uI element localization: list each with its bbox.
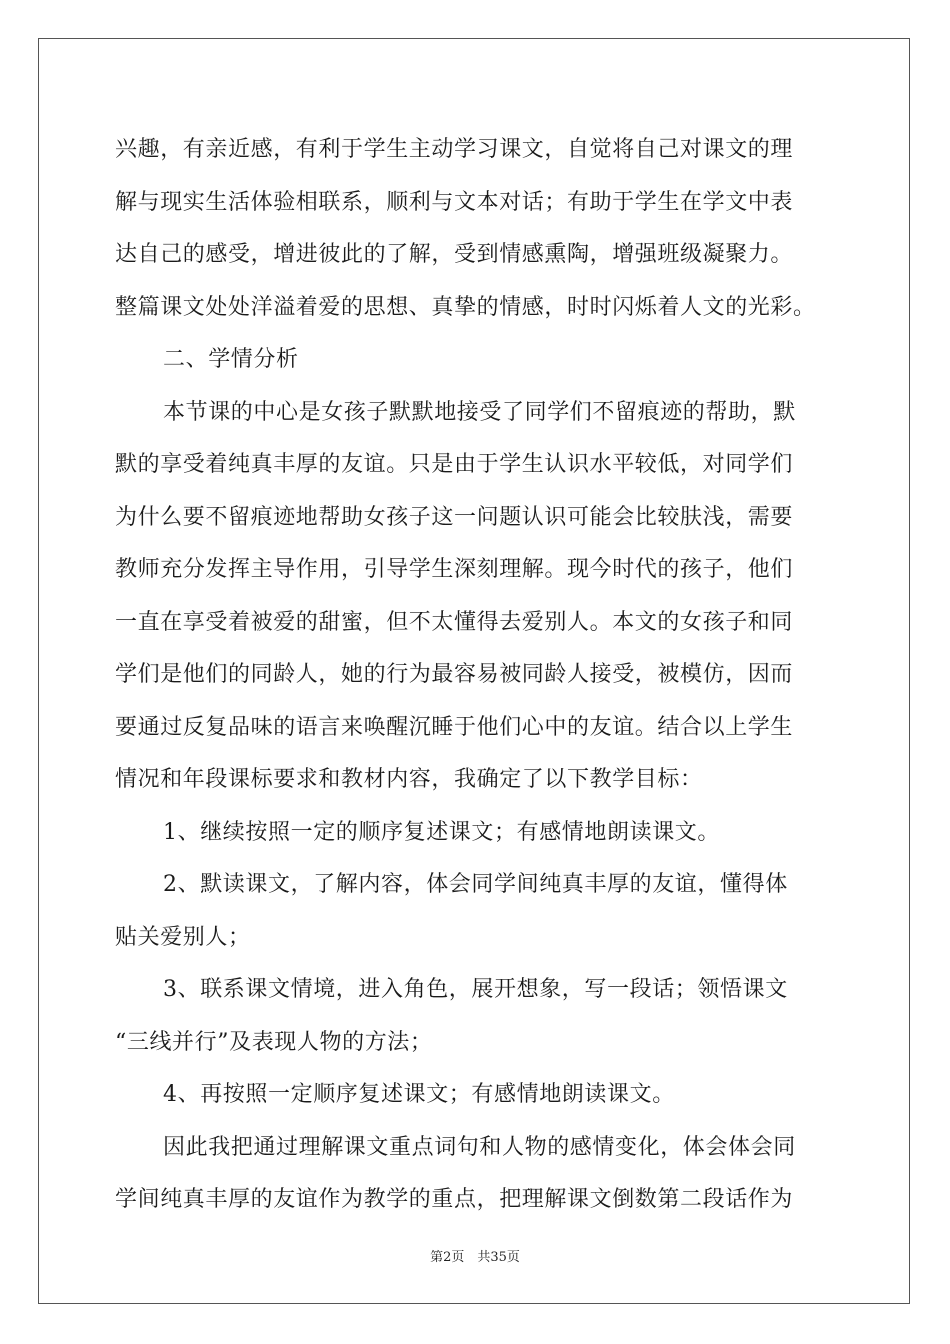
goal-item-2: 2、默读课文，了解内容，体会同学间纯真丰厚的友谊，懂得体 (163, 872, 788, 897)
text-line-7: 默的享受着纯真丰厚的友谊。只是由于学生认识水平较低，对同学们 (115, 452, 794, 477)
section-heading: 二、学情分析 (163, 347, 299, 372)
page-number: 第2页 共35页 (430, 1250, 520, 1265)
text-line-13: 情况和年段课标要求和教材内容，我确定了以下教学目标： (115, 767, 703, 792)
document-body (115, 128, 840, 1231)
text-line-2: 解与现实生活体验相联系，顺利与文本对话；有助于学生在学文中表 (115, 189, 794, 215)
goal-item-3: 3、联系课文情境，进入角色，展开想象，写一段话；领悟课文 (163, 977, 788, 1002)
text-line-21: 学间纯真丰厚的友谊作为教学的重点，把理解课文倒数第二段话作为 (115, 1187, 794, 1212)
text-line-20: 因此我把通过理解课文重点词句和人物的感情变化，体会体会同 (163, 1134, 796, 1160)
goal-item-2-cont: 贴关爱别人； (115, 924, 251, 950)
text-line-3: 达自己的感受，增进彼此的了解，受到情感熏陶，增强班级凝聚力。 (115, 242, 794, 267)
text-line-10: 一直在享受着被爱的甜蜜，但不太懂得去爱别人。本文的女孩子和同 (115, 609, 794, 635)
text-line-4: 整篇课文处处洋溢着爱的思想、真挚的情感，时时闪烁着人文的光彩。 (115, 294, 816, 320)
goal-item-4: 4、再按照一定顺序复述课文；有感情地朗读课文。 (163, 1082, 675, 1107)
text-line-8: 为什么要不留痕迹地帮助女孩子这一问题认识可能会比较肤浅，需要 (115, 504, 794, 530)
text-line-1: 兴趣，有亲近感，有利于学生主动学习课文，自觉将自己对课文的理 (115, 137, 794, 162)
text-line-12: 要通过反复品味的语言来唤醒沉睡于他们心中的友谊。结合以上学生 (115, 714, 794, 740)
goal-item-3-cont: “三线并行”及表现人物的方法； (115, 1029, 433, 1055)
text-line-6: 本节课的中心是女孩子默默地接受了同学们不留痕迹的帮助，默 (163, 399, 796, 425)
goal-item-1: 1、继续按照一定的顺序复述课文；有感情地朗读课文。 (163, 819, 720, 845)
text-line-11: 学们是他们的同龄人，她的行为最容易被同龄人接受，被模仿，因而 (115, 662, 794, 687)
text-line-9: 教师充分发挥主导作用，引导学生深刻理解。现今时代的孩子，他们 (115, 557, 794, 582)
